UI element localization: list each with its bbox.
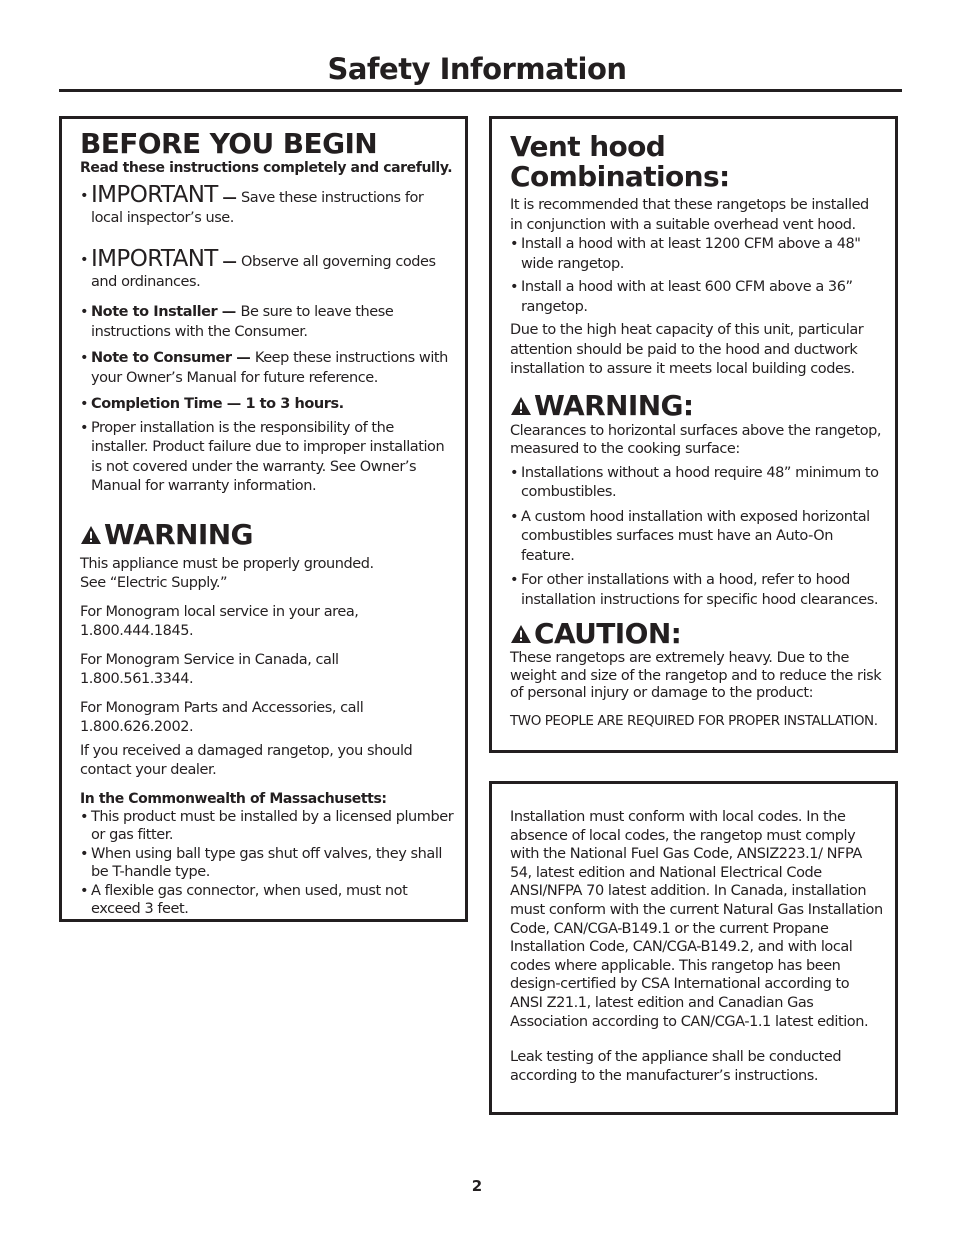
- important-item-1: • IMPORTANT — Save these instructions for local inspector’s use.: [80, 182, 424, 226]
- codes-text: Installation must conform with local codes. In the absence of local codes, the rangetop must comply with the National Fuel Gas Code, ANSIZ223.1/ NFPA 54, latest edition and National Electrical Code ANSI/NFPA 70 latest addition. In Canada, installation must conform with the current Natural Gas Installation Code, CAN/CGA-B149.1 or the current Propane Installation Code, CAN/CGA-B149.2, and with local codes where applicable. This rangetop has been design-certified by CSA International according to ANSI Z21.1, latest edition and Canadian Gas Association according to CAN/CGA-1.1 latest edition.: [510, 809, 883, 1030]
- vent-item: • Install a hood with at least 600 CFM above a 36” rangetop.: [510, 279, 853, 315]
- mass-item-text: A flexible gas connector, when used, must not exceed 3 feet.: [91, 882, 408, 917]
- dash: —: [217, 253, 242, 270]
- important-text: Save these instructions for local inspector’s use.: [91, 190, 424, 226]
- completion-label: Completion Time: [91, 396, 223, 412]
- dash: —: [217, 304, 241, 320]
- canada-service-line-1: For Monogram Service in Canada, call: [80, 651, 339, 668]
- caution-triangle-icon: [510, 624, 532, 644]
- completion-time: • Completion Time — 1 to 3 hours.: [80, 396, 344, 412]
- clearance-intro: Clearances to horizontal surfaces above the rangetop, measured to the cooking surface:: [510, 422, 882, 457]
- parts-line-1: For Monogram Parts and Accessories, call: [80, 699, 364, 716]
- grounded-line-2: See “Electric Supply.”: [80, 575, 228, 591]
- leak-test-text: Leak testing of the appliance shall be conducted according to the manufacturer’s instructions.: [510, 1049, 842, 1084]
- mass-item: • This product must be installed by a licensed plumber or gas fitter.: [80, 808, 454, 843]
- mass-item-text: This product must be installed by a licensed plumber or gas fitter.: [91, 808, 454, 843]
- vent-warning-heading: [510, 390, 883, 422]
- title-divider: [59, 89, 902, 92]
- clearance-item-text: For other installations with a hood, refer to hood installation instructions for specific hood clearances.: [521, 572, 879, 608]
- before-heading: BEFORE YOU BEGIN: [80, 127, 378, 160]
- installer-label: Note to Installer: [91, 304, 218, 320]
- mass-item-text: When using ball type gas shut off valves, they shall be T-handle type.: [91, 845, 442, 880]
- dash: —: [222, 396, 246, 412]
- consumer-label: Note to Consumer: [91, 350, 232, 366]
- dash: —: [217, 190, 242, 206]
- vent-heading: Vent hood Combinations:: [510, 130, 730, 193]
- completion-text: 1 to 3 hours.: [245, 396, 344, 412]
- before-you-begin-panel: [59, 116, 468, 922]
- caution-heading-text: CAUTION:: [534, 617, 682, 650]
- page-number: 2: [471, 1177, 483, 1195]
- vent-item-text: Install a hood with at least 1200 CFM above a 48" wide rangetop.: [521, 236, 861, 272]
- installer-note: • Note to Installer — Be sure to leave these instructions with the Consumer.: [80, 304, 394, 340]
- clearance-item: • For other installations with a hood, refer to hood installation instructions for specific hood clearances.: [510, 572, 879, 608]
- installer-text: Be sure to leave these instructions with the Consumer.: [91, 304, 394, 340]
- warning-heading: [80, 519, 455, 551]
- clearance-item: • Installations without a hood require 48” minimum to combustibles.: [510, 464, 879, 500]
- vent-intro: It is recommended that these rangetops be installed in conjunction with a suitable overhead vent hood.: [510, 197, 869, 233]
- clearance-item-text: A custom hood installation with exposed horizontal combustibles surfaces must have an Auto-On feature.: [521, 508, 870, 564]
- dash: —: [231, 350, 255, 366]
- grounded-line-1: This appliance must be properly grounded.: [80, 555, 374, 572]
- damaged-note: If you received a damaged rangetop, you should contact your dealer.: [80, 742, 413, 778]
- vent-item-text: Install a hood with at least 600 CFM above a 36” rangetop.: [521, 279, 853, 315]
- warning-triangle-icon: [510, 396, 532, 416]
- vent-warning-heading-text: WARNING:: [534, 388, 694, 422]
- parts-phone: 1.800.626.2002.: [80, 719, 194, 735]
- before-subheading: Read these instructions completely and carefully.: [80, 160, 453, 176]
- caution-heading: [510, 618, 883, 650]
- warning-triangle-icon: [80, 525, 102, 545]
- caution-text: These rangetops are extremely heavy. Due to the weight and size of the rangetop and to reduce the risk of personal injury or damage to the product:: [510, 650, 882, 701]
- important-label: IMPORTANT: [91, 182, 218, 208]
- consumer-text: Keep these instructions with your Owner’s Manual for future reference.: [91, 350, 448, 386]
- local-service-phone: 1.800.444.1845.: [80, 623, 194, 639]
- local-service-line-1: For Monogram local service in your area,: [80, 603, 359, 620]
- clearance-item-text: Installations without a hood require 48” minimum to combustibles.: [521, 464, 879, 500]
- clearance-item: • A custom hood installation with exposed horizontal combustibles surfaces must have an Auto-On feature.: [510, 508, 870, 564]
- important-label: IMPORTANT: [91, 245, 218, 272]
- page-title: Safety Information: [327, 52, 627, 86]
- codes-panel: [489, 781, 898, 1115]
- warning-heading-text: WARNING: [104, 517, 253, 551]
- important-text: Observe all governing codes and ordinances.: [91, 253, 436, 290]
- mass-item: • A flexible gas connector, when used, must not exceed 3 feet.: [80, 882, 408, 917]
- important-item-2: • IMPORTANT — Observe all governing codes and ordinances.: [80, 245, 436, 290]
- canada-service-phone: 1.800.561.3344.: [80, 671, 194, 687]
- vent-item: • Install a hood with at least 1200 CFM above a 48" wide rangetop.: [510, 236, 861, 272]
- vent-hood-panel: [489, 116, 898, 753]
- massachusetts-heading: In the Commonwealth of Massachusetts:: [80, 790, 387, 807]
- responsibility-text: Proper installation is the responsibility of the installer. Product failure due to improper installation is not covered under the warranty. See Owner’s Manual for warranty information.: [91, 419, 445, 494]
- heat-note: Due to the high heat capacity of this unit, particular attention should be paid to the hood and ductwork installation to assure it meets local building codes.: [510, 322, 864, 377]
- two-people-note: TWO PEOPLE ARE REQUIRED FOR PROPER INSTALLATION.: [510, 712, 878, 729]
- consumer-note: • Note to Consumer — Keep these instructions with your Owner’s Manual for future reference.: [80, 350, 448, 386]
- responsibility-note: • Proper installation is the responsibility of the installer. Product failure due to improper installation is not covered under the warranty. See Owner’s Manual for warranty information.: [80, 419, 445, 494]
- mass-item: • When using ball type gas shut off valves, they shall be T-handle type.: [80, 845, 442, 880]
